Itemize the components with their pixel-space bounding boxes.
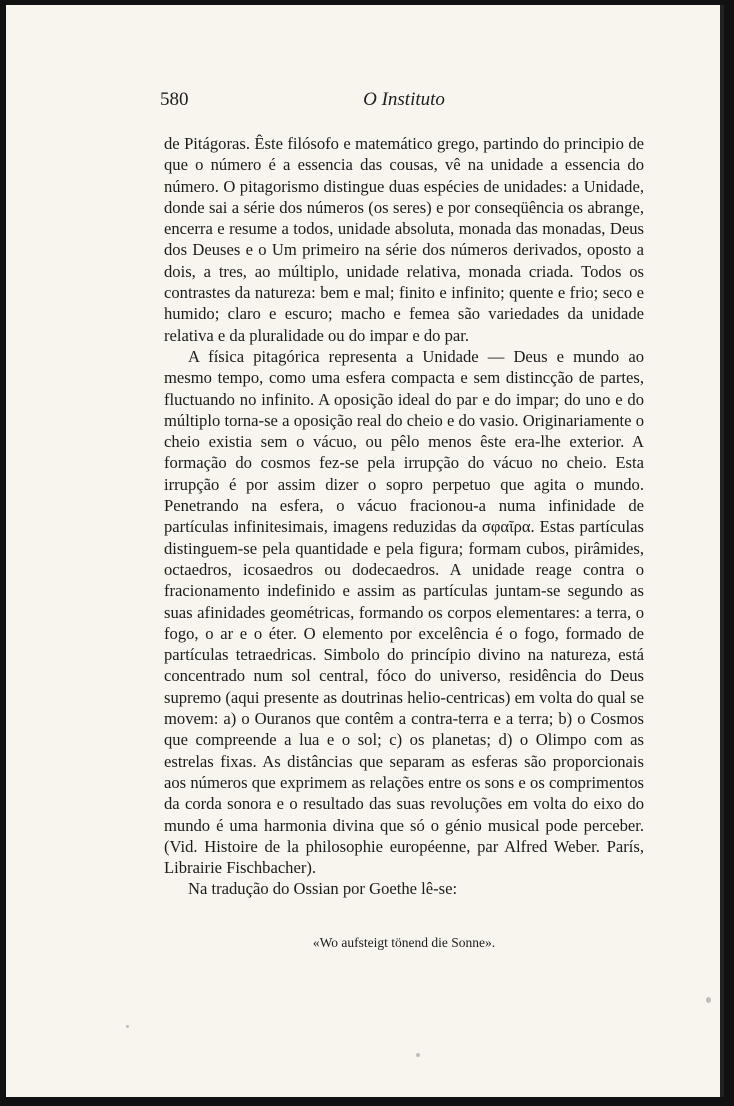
goethe-quote: «Wo aufsteigt tönend die Sonne». [312, 935, 496, 950]
running-title: O Instituto [363, 89, 445, 110]
body-text [164, 133, 644, 900]
page-number: 580 [160, 89, 189, 110]
paragraph-pythagoras-unity: de Pitágoras. Êste filósofo e matemático grego, partindo do principio de que o número é a essencia das cousas, vê na unidade a essencia do número. O pitagorismo distingue duas espécies de unidades: a Unidade, donde sai a série dos números (os seres) e por conseqüência os abrange, encerra e resume a todos, unidade absoluta, monada das monadas, Deus dos Deuses e o Um primeiro na série dos números derivados, oposto a dois, a tres, ao múltiplo, unidade relativa, monada criada. Todos os contrastes da natureza: bem e mal; finito e infinito; quente e frio; seco e humido; claro e escuro; macho e femea são variedades da unidade relativa e da pluralidade ou do impar e do par. [164, 134, 644, 345]
page-edge [720, 5, 724, 1097]
paper-speck [126, 1025, 129, 1028]
paragraph-ossian-intro: Na tradução do Ossian por Goethe lê-se: [188, 879, 458, 899]
page-header [160, 89, 648, 115]
paper-speck [706, 997, 711, 1003]
paragraph-pythagorean-physics: A física pitagórica representa a Unidade — Deus e mundo ao mesmo tempo, como uma esfera compacta e sem distincção de partes, fluctuando no infinito. A oposição ideal do par e do impar; do uno e do múltiplo torna-se a oposição real do cheio e do vasio. Originariamente o cheio existia sem o vácuo, ou pêlo menos êste era-lhe exterior. A formação do cosmos fez-se pela irrupção do vácuo no cheio. Esta irrupção é por assim dizer o sopro perpetuo que agita o mundo. Penetrando na esfera, o vácuo fracionou-a numa infinidade de partículas infinitesimais, imagens reduzidas da σφαῖρα. Estas partículas distinguem-se pela quantidade e pela figura; formam cubos, pirâmides, octaedros, icosaedros ou dodecaedros. A unidade reage contra o fracionamento indefinido e assim as partículas juntam-se segundo as suas afinidades geométricas, formando os corpos elementares: a terra, o fogo, o ar e o éter. O elemento por excelência é o fogo, formado de partículas tetraedricas. Simbolo do princípio divino na natureza, está concentrado num sol central, fóco do universo, residência do Deus supremo (aqui presente as doutrinas helio-centricas) em volta do qual se movem: a) o Ouranos que contêm a contra-terra e a terra; b) o Cosmos que compreende a lua e o sol; c) os planetas; d) o Olimpo com as estrelas fixas. As distâncias que separam as esferas são proporcionais aos números que exprimem as relações entre os sons e os comprimentos da corda sonora e o resultado das suas revoluções em volta do eixo do mundo é uma harmonia divina que só o génio musical pode perceber. (Vid. Histoire de la philosophie européenne, par Alfred Weber. París, Librairie Fischbacher). [164, 346, 644, 878]
scanned-page [6, 5, 724, 1097]
paper-speck [416, 1053, 420, 1057]
